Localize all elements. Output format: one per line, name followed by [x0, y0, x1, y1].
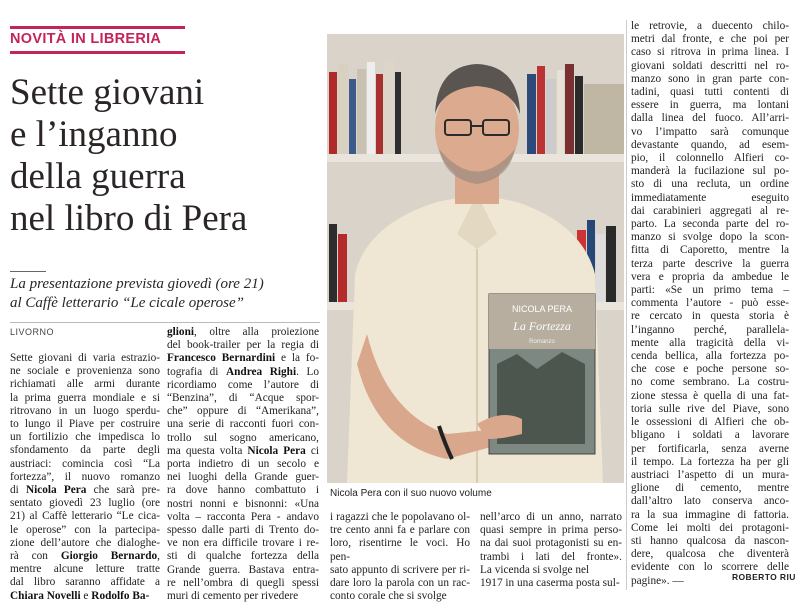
- text-line: na dai suoi protagonisti su en-: [480, 537, 622, 550]
- text-line: le ossessioni di Alfieri che ob-: [631, 416, 789, 429]
- text-line: le operose” con la partecipa-: [10, 523, 160, 536]
- text-line: Sette giovani di varia estrazio-: [10, 352, 160, 364]
- text-line: devastante quando, ad esem-: [631, 138, 789, 151]
- text-line: sto di una recluta, un ordine: [631, 178, 789, 191]
- text-line: austriaci: comincia così “La: [10, 457, 160, 470]
- text-line: ne sociale e provenienza sono: [10, 365, 160, 378]
- text-line: richiamati alle armi durante: [10, 378, 160, 391]
- headline-line: e l’inganno: [10, 114, 178, 155]
- text-line: dai carabinieri aggregati al re-: [631, 204, 789, 217]
- text-line: porta indietro di un secolo e: [167, 458, 319, 471]
- text-line: ve non era difficile trovare i re-: [167, 537, 319, 550]
- headline-line: Sette giovani: [10, 72, 205, 113]
- author-photo: [327, 34, 624, 483]
- text-column-1: [10, 352, 160, 603]
- text-line: parti: «Se un primo tema –: [631, 284, 789, 297]
- text-line: ra dove hanno combattuto i: [167, 484, 319, 497]
- text-line: no come sembrano. La costru-: [631, 376, 789, 389]
- text-line: ma questa volta Nicola Pera ci: [167, 444, 319, 457]
- text-line: il tempo. La fortezza ha per gli: [631, 455, 789, 468]
- text-line: sti hanno qualcosa da nascon-: [631, 534, 789, 547]
- text-column-3: [330, 511, 470, 603]
- text-column-5: [631, 20, 789, 588]
- text-line: trambi i lati del fronte».: [480, 550, 622, 563]
- text-line: fortezza”, il nuovo romanzo: [10, 470, 160, 483]
- subheadline-line: La presentazione prevista giovedì (ore 21): [10, 276, 264, 292]
- text-line: nostri nonni e bisnonni: «Una: [167, 497, 319, 510]
- headline-line: della guerra: [10, 156, 186, 197]
- section-kicker: NOVITÀ IN LIBRERIA: [10, 31, 162, 47]
- text-line: ra la sua immagine di fattoria.: [631, 508, 789, 521]
- text-line: del book-trailer per la regia di: [167, 339, 319, 352]
- author-byline: ROBERTO RIU: [732, 572, 796, 582]
- book-title: La Fortezza: [513, 319, 571, 333]
- text-line: dal libro saranno affidate a: [10, 576, 160, 589]
- text-line: Chiara Novelli e Rodolfo Ba-: [10, 589, 150, 602]
- text-line: la prima guerra mondiale e si: [10, 391, 160, 404]
- text-line: zione dell’autore che dialoghe-: [10, 536, 160, 549]
- column-divider: [626, 20, 627, 590]
- text-line: dare loro la parola con un rac-: [330, 577, 470, 590]
- text-line: tadini, quasi tutti contenti di: [631, 86, 789, 99]
- text-line: mentre alcune letture tratte: [10, 563, 160, 576]
- text-line: loro, risentirne le voci. Ho pen-: [330, 537, 470, 563]
- text-line: zione stessa è quella di una fat-: [631, 389, 789, 402]
- text-line: 21) al Caffè letterario “Le cica-: [10, 510, 160, 523]
- text-line: terza parte descrive la guerra: [631, 257, 789, 270]
- text-line: tografia di Andrea Righi. Lo: [167, 365, 320, 378]
- article-headline: [10, 72, 320, 240]
- text-line: commenta l’autore - può esse-: [631, 297, 789, 310]
- text-line: 1917 in una caserma posta sul-: [480, 577, 620, 590]
- text-line: volta – racconta Pera - andavo: [167, 510, 319, 523]
- text-line: conto corale che si svolge: [330, 590, 447, 603]
- text-line: che” oppure di “Amerikana”,: [167, 405, 319, 418]
- text-line: La vicenda si svolge nel: [480, 563, 590, 576]
- text-line: rà con Giorgio Bernardo,: [10, 550, 160, 563]
- text-line: di Nicola Pera che sarà pre-: [10, 484, 160, 497]
- book-subtitle: Romanzo: [529, 339, 555, 345]
- text-line: “Benzina”, di “Acque spor-: [167, 392, 319, 405]
- text-line: caso si ritrova in prima linea. I: [631, 46, 789, 59]
- text-line: trollo sul sogno americano,: [167, 431, 319, 444]
- text-line: ricordiamo come l’autore di: [167, 378, 319, 391]
- text-line: giovani soldati descritti nel ro-: [631, 59, 789, 72]
- text-line: muri di cemento per rivedere: [167, 590, 299, 603]
- divider: [10, 322, 320, 323]
- text-line: l’inganno perché, parallela-: [631, 323, 789, 336]
- text-line: i ragazzi che le popolavano ol-: [330, 511, 470, 523]
- headline-line: nel libro di Pera: [10, 198, 248, 239]
- text-line: mente alla tragicità della vi-: [631, 336, 789, 349]
- text-line: Francesco Bernardini e la fo-: [167, 352, 320, 365]
- text-line: glione di cemento, mentre: [631, 482, 789, 495]
- text-line: sti di qualche fortezza della: [167, 550, 319, 563]
- text-line: cenda bellica, alla fortezza po-: [631, 350, 789, 363]
- kicker-rule-bottom: [10, 51, 185, 54]
- text-line: sfondamento da parte degli: [10, 444, 160, 457]
- text-line: immediatamente eseguito: [631, 191, 789, 204]
- text-line: bligano i soldati a lavorare: [631, 429, 789, 442]
- text-line: nei luoghi della Grande guer-: [167, 471, 319, 484]
- text-line: re nell’ombra di quegli spessi: [167, 576, 319, 589]
- text-line: che cose e poche persone so-: [631, 363, 789, 376]
- text-line: glioni, oltre alla proiezione: [167, 326, 319, 338]
- subhead-rule: [10, 271, 46, 272]
- text-line: parto. La seconda parte del ro-: [631, 218, 789, 231]
- text-line: una serie di racconti fuori con-: [167, 418, 319, 431]
- text-column-4: [480, 511, 622, 590]
- text-line: metri dal fronte, e che poi per: [631, 33, 789, 46]
- text-line: vo l’impatto sarà comunque: [631, 125, 789, 138]
- text-line: manzo si svolge dopo la scon-: [631, 231, 789, 244]
- text-line: vera e propria da ambedue le: [631, 270, 789, 283]
- author-photo-illustration: [327, 34, 624, 483]
- text-line: pio, il colonnello Alfieri co-: [631, 152, 789, 165]
- subheadline-line: al Caffè letterario “Le cicale operose”: [10, 295, 245, 311]
- text-line: to lungo il Piave per costruire: [10, 418, 160, 431]
- text-line: quasi sempre in prima perso-: [480, 524, 622, 537]
- photo-caption: Nicola Pera con il suo nuovo volume: [330, 488, 492, 499]
- text-line: dall’altro lato conserva anco-: [631, 495, 789, 508]
- text-column-2: [167, 326, 319, 603]
- text-line: dere, qualcosa che diventerà: [631, 548, 789, 561]
- dateline: LIVORNO: [10, 327, 55, 337]
- book-author: NICOLA PERA: [511, 304, 573, 314]
- article-subheadline: [10, 275, 320, 313]
- text-line: tre cento anni fa e parlare con: [330, 524, 470, 537]
- text-line: austriaci l’aspetto di un mura-: [631, 468, 789, 481]
- text-line: re cercato in questa storia è: [631, 310, 789, 323]
- text-line: le retrovie, a duecento chilo-: [631, 20, 789, 32]
- kicker-rule-top: [10, 26, 185, 29]
- text-line: sato appunto di scrivere per ri-: [330, 563, 470, 576]
- text-line: pagine». —: [631, 574, 684, 587]
- text-line: toria sulle rive del Piave, sono: [631, 402, 789, 415]
- text-line: nell’arco di un anno, narrato: [480, 511, 622, 523]
- text-line: ritrovano in un luogo sperdu-: [10, 404, 160, 417]
- text-line: evidente con lo scorrere delle: [631, 561, 789, 574]
- text-line: per fortificarla, senza averne: [631, 442, 789, 455]
- text-line: sentato giovedì 23 luglio (ore: [10, 497, 160, 510]
- text-line: Grande guerra. Bastava entra-: [167, 563, 319, 576]
- text-line: un fortilizio che impedisca lo: [10, 431, 160, 444]
- text-line: manzo sono in gran parte con-: [631, 72, 789, 85]
- text-line: essere in guerra, ma lontani: [631, 99, 789, 112]
- text-line: Come lei molti dei protagoni-: [631, 521, 789, 534]
- text-line: dalla linea del fuoco. All’arri-: [631, 112, 789, 125]
- text-line: manderà la fucilazione sul po-: [631, 165, 789, 178]
- text-line: fitta di Caporetto, mentre la: [631, 244, 789, 257]
- text-line: spesso dalle parti di Trento do-: [167, 524, 319, 537]
